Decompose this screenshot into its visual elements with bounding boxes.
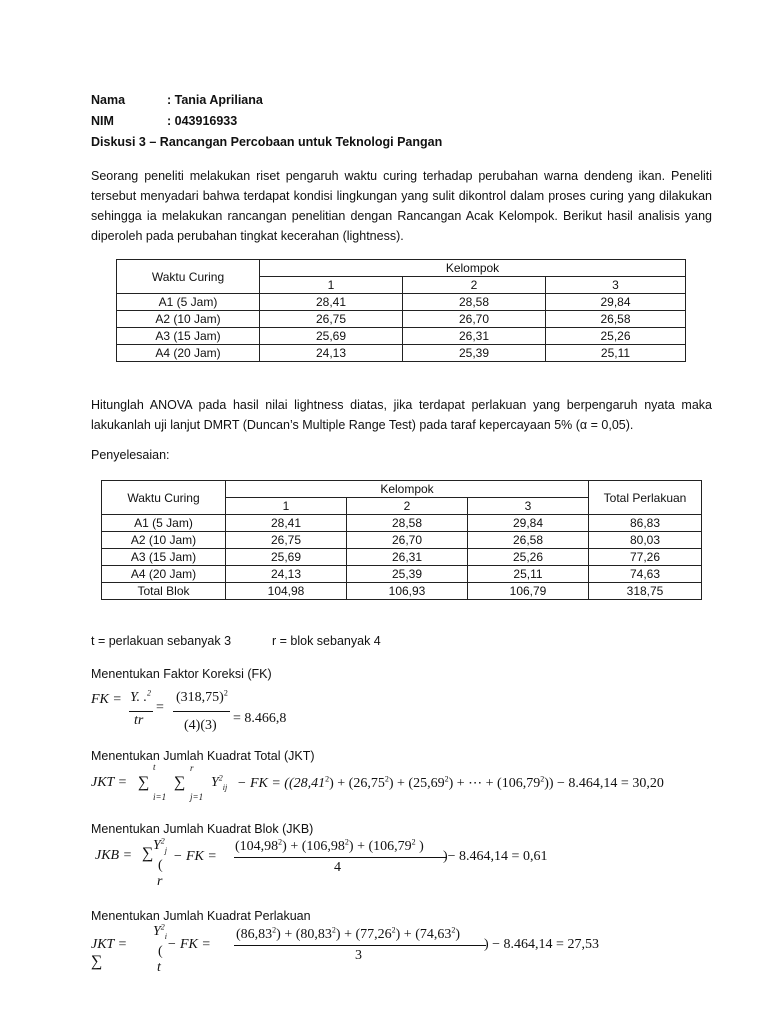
fk-den2: (4)(3) bbox=[184, 718, 217, 733]
sum-upper-limit: t bbox=[153, 762, 156, 772]
cell: 26,75 bbox=[226, 532, 347, 549]
sum-symbol: ∑ bbox=[142, 845, 154, 862]
question-paragraph: Hitunglah ANOVA pada hasil nilai lightness diatas, jika terdapat perlakuan yang berpengaruh nyata maka lakukanlah uji lanjut DMRT (Duncan’s Multiple Range Test) pada taraf kepercayaan 5% (α = 0,05). bbox=[91, 398, 712, 432]
t-note: t = perlakuan sebanyak 3 bbox=[91, 634, 232, 648]
r-note: r = blok sebanyak 4 bbox=[272, 634, 381, 648]
jkb-denominator: 4 bbox=[334, 860, 341, 875]
cell: 25,11 bbox=[468, 566, 589, 583]
cell: 26,75 bbox=[260, 311, 403, 328]
jkp-numerator: $(86,83^2) + (80,83^2) + (77,26^2) + (74,63^2)$ bbox=[236, 925, 461, 942]
cell: 24,13 bbox=[260, 345, 403, 362]
table-row bbox=[102, 515, 702, 532]
cell: 25,11 bbox=[546, 345, 686, 362]
cell: 26,70 bbox=[403, 311, 546, 328]
table-row bbox=[117, 311, 686, 328]
sum-lower-limit: i=1 bbox=[153, 792, 167, 802]
sum-upper-limit: r bbox=[190, 763, 194, 773]
row-label: Total Blok bbox=[102, 583, 226, 600]
data-table bbox=[116, 259, 686, 362]
cell: 28,41 bbox=[260, 294, 403, 311]
nim-label: NIM bbox=[91, 114, 114, 128]
header-treatment: Waktu Curing bbox=[117, 260, 260, 294]
jkb-y: $Y^2_j$ bbox=[153, 836, 168, 855]
row-label: A3 (15 Jam) bbox=[102, 549, 226, 566]
cell-total: 86,83 bbox=[589, 515, 702, 532]
row-label: A3 (15 Jam) bbox=[117, 328, 260, 345]
cell: 25,26 bbox=[468, 549, 589, 566]
cell: 28,58 bbox=[347, 515, 468, 532]
cell: 26,31 bbox=[403, 328, 546, 345]
row-label: A1 (5 Jam) bbox=[102, 515, 226, 532]
cell-total: 80,03 bbox=[589, 532, 702, 549]
cell: 25,69 bbox=[260, 328, 403, 345]
jkb-mid: − FK = bbox=[173, 849, 217, 864]
table-row bbox=[102, 549, 702, 566]
row-label: A2 (10 Jam) bbox=[102, 532, 226, 549]
group-header: 2 bbox=[403, 277, 546, 294]
cell: 29,84 bbox=[546, 294, 686, 311]
fk-num1: Y. .$^2$ bbox=[130, 688, 152, 705]
table-row bbox=[102, 566, 702, 583]
table-row bbox=[102, 583, 702, 600]
jkt-expression: − FK = ($(28,41^2) + (26,75^2) + (25,69^2)$ + ⋯ + $(106,79^2)) - 8.464,14 = 30,20$ bbox=[237, 774, 664, 791]
fraction-line bbox=[234, 857, 446, 858]
jkp-heading: Menentukan Jumlah Kuadrat Perlakuan bbox=[91, 909, 311, 923]
fraction-line bbox=[234, 945, 486, 946]
cell: 25,39 bbox=[403, 345, 546, 362]
fk-equals: = bbox=[156, 700, 164, 715]
row-label: A4 (20 Jam) bbox=[102, 566, 226, 583]
nim-value: : 043916933 bbox=[167, 114, 238, 128]
cell: 25,69 bbox=[226, 549, 347, 566]
group-header: 3 bbox=[468, 498, 589, 515]
cell: 26,58 bbox=[468, 532, 589, 549]
table-row bbox=[102, 532, 702, 549]
cell: 26,58 bbox=[546, 311, 686, 328]
intro-paragraph: Seorang peneliti melakukan riset pengaruh waktu curing terhadap perubahan warna dendeng ikan. Peneliti tersebut menyadari bahwa terdapat kondisi lingkungan yang sulit dikontrol dalam proses curing yang dilakukan sehingga ia melakukan rancangan penelitian dengan Rancangan Acak Kelompok. Berikut hasil analisis yang diperoleh pada perubahan tingkat kecerahan (lightness). bbox=[91, 169, 712, 243]
fraction-line bbox=[173, 711, 230, 712]
fk-heading: Menentukan Faktor Koreksi (FK) bbox=[91, 667, 272, 681]
cell: 106,79 bbox=[468, 583, 589, 600]
cell: 28,58 bbox=[403, 294, 546, 311]
cell: 26,70 bbox=[347, 532, 468, 549]
cell: 28,41 bbox=[226, 515, 347, 532]
row-label: A2 (10 Jam) bbox=[117, 311, 260, 328]
header-treatment: Waktu Curing bbox=[102, 481, 226, 515]
group-header: 3 bbox=[546, 277, 686, 294]
cell: 25,26 bbox=[546, 328, 686, 345]
cell: 29,84 bbox=[468, 515, 589, 532]
jkp-lhs: JKT = bbox=[91, 937, 128, 952]
solution-table bbox=[101, 480, 702, 600]
jkb-r: r bbox=[157, 874, 163, 889]
sum-lower-limit: j=1 bbox=[190, 792, 204, 802]
jkb-lhs: JKB = bbox=[95, 848, 133, 863]
cell: 26,31 bbox=[347, 549, 468, 566]
jkb-result: )− 8.464,14 = 0,61 bbox=[443, 849, 548, 864]
jkp-paren: ( bbox=[158, 944, 163, 959]
group-header: 1 bbox=[260, 277, 403, 294]
row-label: A4 (20 Jam) bbox=[117, 345, 260, 362]
cell: 24,13 bbox=[226, 566, 347, 583]
fk-den1: tr bbox=[134, 713, 144, 728]
table-row bbox=[117, 328, 686, 345]
sum-symbol: ∑ bbox=[138, 774, 150, 791]
group-header: 2 bbox=[347, 498, 468, 515]
cell-total: 74,63 bbox=[589, 566, 702, 583]
cell: 104,98 bbox=[226, 583, 347, 600]
fk-result: = 8.466,8 bbox=[233, 711, 287, 726]
cell: 25,39 bbox=[347, 566, 468, 583]
table-row bbox=[117, 294, 686, 311]
jkb-paren: ( bbox=[158, 858, 163, 873]
name-label: Nama bbox=[91, 93, 126, 107]
header-group: Kelompok bbox=[260, 260, 686, 277]
name-value: : Tania Apriliana bbox=[167, 93, 263, 107]
fk-num2: $(318,75)^2$ bbox=[176, 688, 228, 705]
jkp-y: $Y^2_i$ bbox=[153, 922, 168, 941]
jkt-heading: Menentukan Jumlah Kuadrat Total (JKT) bbox=[91, 749, 315, 763]
cell: 106,93 bbox=[347, 583, 468, 600]
fk-lhs: FK = bbox=[91, 692, 122, 707]
jkt-term: $Y^2_{ij}$ bbox=[211, 773, 228, 792]
fraction-line bbox=[129, 711, 153, 712]
jkb-heading: Menentukan Jumlah Kuadrat Blok (JKB) bbox=[91, 822, 314, 836]
solution-label: Penyelesaian: bbox=[91, 448, 170, 462]
table-row bbox=[117, 345, 686, 362]
cell-total: 318,75 bbox=[589, 583, 702, 600]
cell-total: 77,26 bbox=[589, 549, 702, 566]
document-title: Diskusi 3 – Rancangan Percobaan untuk Teknologi Pangan bbox=[91, 135, 443, 149]
row-label: A1 (5 Jam) bbox=[117, 294, 260, 311]
sum-symbol: ∑ bbox=[174, 774, 186, 791]
header-total: Total Perlakuan bbox=[589, 481, 702, 515]
jkp-result: ) − 8.464,14 = 27,53 bbox=[484, 937, 599, 952]
jkp-t: t bbox=[157, 960, 161, 975]
jkp-denominator: 3 bbox=[355, 948, 362, 963]
jkp-mid: − FK = bbox=[167, 937, 211, 952]
jkb-numerator: $(104,98^2) + (106,98^2) + (106,79^2$ ) bbox=[235, 837, 424, 854]
header-group: Kelompok bbox=[226, 481, 589, 498]
group-header: 1 bbox=[226, 498, 347, 515]
jkt-lhs: JKT = bbox=[91, 775, 128, 790]
sum-symbol: ∑ bbox=[91, 953, 103, 970]
